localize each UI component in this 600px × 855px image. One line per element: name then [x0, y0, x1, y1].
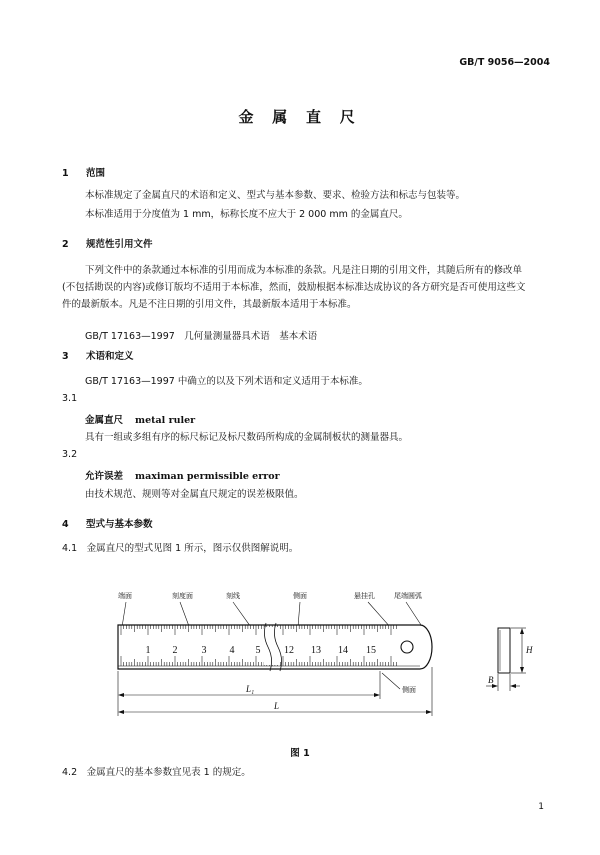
section-3-number: 3: [62, 351, 69, 362]
term-3-1-chinese: 金属直尺: [85, 415, 124, 426]
arrow: [520, 628, 524, 634]
section-3-title: 术语和定义: [86, 351, 134, 362]
label-hang-hole: 悬挂孔: [354, 592, 375, 600]
arrow: [520, 667, 524, 673]
section-1-paragraph-1: 本标准规定了金属直尺的术语和定义、型式与基本参数、要求、检验方法和标志与包装等。: [85, 190, 466, 201]
term-3-2-chinese: 允许误差: [85, 471, 124, 482]
leader-side-bottom: [382, 673, 400, 689]
standard-number: GB/T 9056—2004: [459, 57, 550, 68]
figure-1-ruler-diagram: [0, 575, 600, 740]
scale-number: 14: [338, 645, 348, 656]
term-3-1-number: 3.1: [62, 393, 78, 404]
label-side-face: 侧面: [293, 592, 307, 600]
clause-4-1: 4.1 金属直尺的型式见图 1 所示，图示仅供图解说明。: [62, 543, 299, 554]
clause-4-2: 4.2 金属直尺的基本参数宜见表 1 的规定。: [62, 767, 251, 778]
label-scale-face: 刻度面: [172, 592, 193, 600]
section-2-title: 规范性引用文件: [86, 239, 153, 250]
arrow: [374, 693, 380, 697]
section-4-number: 4: [62, 519, 69, 530]
scale-number: 4: [229, 645, 235, 656]
term-3-2-definition: 由技术规范、规则等对金属直尺规定的误差极限值。: [85, 489, 304, 500]
arrow: [118, 710, 124, 714]
section-3-intro: GB/T 17163—1997 中确立的以及下列术语和定义适用于本标准。: [85, 376, 368, 387]
term-3-1-definition: 具有一组或多组有序的标尺标记及标尺数码所构成的金属制板状的测量器具。: [85, 432, 409, 443]
page-title: 金 属 直 尺: [238, 108, 362, 126]
term-3-1: [85, 412, 195, 426]
scale-number: 2: [172, 645, 178, 656]
hang-hole: [401, 641, 413, 653]
label-side-face-bottom: 侧面: [402, 686, 416, 694]
arrow: [426, 710, 432, 714]
dim-label-H: H: [526, 645, 533, 655]
break-gap: [264, 627, 278, 665]
scale-number: 3: [201, 645, 207, 656]
section-1-paragraph-2: 本标准适用于分度值为 1 mm，标称长度不应大于 2 000 mm 的金属直尺。: [85, 209, 408, 220]
arrow: [118, 693, 124, 697]
term-3-2: [85, 468, 280, 482]
section-2-heading: [62, 236, 153, 250]
scale-number: 1: [145, 645, 151, 656]
section-1-title: 范围: [86, 168, 106, 179]
normative-reference: GB/T 17163—1997 几何量测量器具术语 基本术语: [85, 331, 318, 342]
section-4-heading: [62, 516, 153, 530]
dim-label-L1: L₁: [246, 684, 255, 694]
scale-number: 12: [284, 645, 294, 656]
leader-end-face: [122, 602, 126, 627]
section-4-title: 型式与基本参数: [86, 519, 153, 530]
dim-label-L: L: [274, 701, 280, 711]
scale-number: 13: [311, 645, 321, 656]
label-end-arc: 尾端圆弧: [394, 592, 422, 600]
figure-1-caption: 图 1: [290, 748, 310, 759]
page-number: 1: [538, 802, 544, 812]
section-2-paragraph: 下列文件中的条款通过本标准的引用而成为本标准的条款。凡是注日期的引用文件，其随后所有的修改单(不包括勘误的内容)或修订版均不适用于本标准，然而，鼓励根据本标准达成协议的各方研究是否可使用这些文件的最新版本。凡是不注日期的引用文件，其最新版本适用于本标准。: [62, 265, 526, 310]
label-end-face: 端面: [118, 592, 132, 600]
arrow: [510, 684, 516, 688]
scale-number: 15: [366, 645, 376, 656]
leader-side-face: [298, 602, 300, 627]
term-3-1-english: metal ruler: [135, 415, 196, 426]
term-3-2-english: maximan permissible error: [135, 471, 280, 482]
term-3-2-number: 3.2: [62, 449, 78, 460]
section-1-number: 1: [62, 168, 69, 179]
section-1-heading: [62, 165, 105, 179]
dim-label-B: B: [488, 675, 494, 685]
scale-number: 5: [255, 645, 261, 656]
label-graduation: 刻线: [226, 592, 240, 600]
section-2-number: 2: [62, 239, 69, 250]
section-3-heading: [62, 348, 134, 362]
